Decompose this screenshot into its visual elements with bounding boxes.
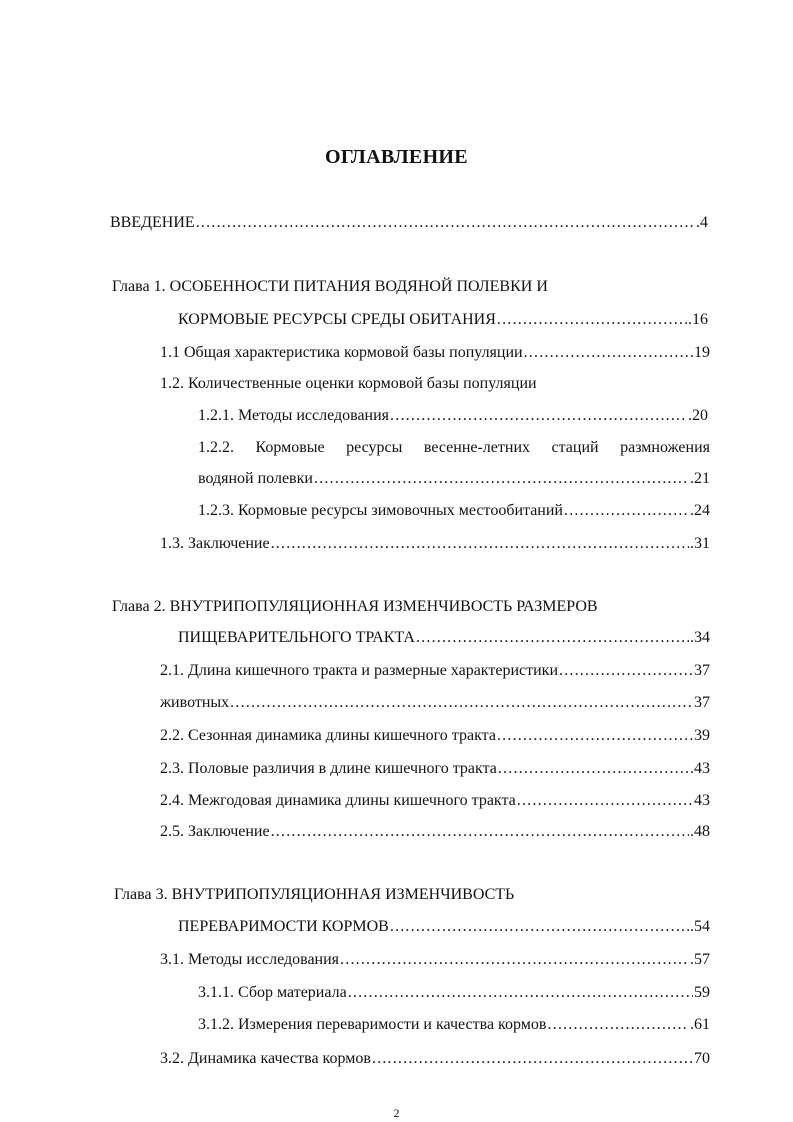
toc-entry-page: 37	[694, 694, 710, 711]
toc-entry-text: 3.2. Динамика качества кормов	[160, 1050, 371, 1067]
toc-entry-page: .16	[688, 311, 708, 328]
toc-section-1-2-2-cont[interactable]	[198, 469, 710, 489]
toc-entry-text: КОРМОВЫЕ РЕСУРСЫ СРЕДЫ ОБИТАНИЯ	[178, 311, 496, 328]
toc-entry-page: .21	[690, 470, 710, 487]
dot-leader	[564, 501, 689, 521]
dot-leader	[497, 726, 693, 746]
dot-leader	[271, 822, 689, 842]
toc-section-3-1[interactable]	[160, 950, 710, 970]
toc-section-2-5[interactable]	[160, 822, 710, 842]
toc-entry-introduction[interactable]	[110, 213, 708, 233]
toc-entry-page: 19	[694, 344, 710, 361]
toc-chapter-1-heading[interactable]: Глава 1. ОСОБЕННОСТИ ПИТАНИЯ ВОДЯНОЙ ПОЛЕВКИ И	[112, 278, 548, 295]
toc-entry-text: 2.4. Межгодовая динамика длины кишечного тракта	[160, 792, 516, 809]
toc-section-2-1-cont[interactable]	[160, 693, 710, 713]
toc-section-1-2-2[interactable]: 1.2.2. Кормовые ресурсы весенне-летних стаций размножения	[198, 439, 710, 456]
dot-leader	[271, 534, 689, 554]
toc-chapter-1-heading-cont[interactable]	[178, 310, 708, 330]
toc-entry-page: .4	[696, 214, 708, 231]
toc-section-3-1-2[interactable]	[198, 1015, 710, 1035]
dot-leader	[230, 693, 693, 713]
toc-entry-text: 1.2.3. Кормовые ресурсы зимовочных местообитаний	[198, 502, 563, 519]
dot-leader	[196, 213, 695, 233]
toc-entry-page: 70	[694, 1050, 710, 1067]
toc-entry-page: 43	[694, 792, 710, 809]
toc-section-3-2[interactable]	[160, 1049, 710, 1069]
toc-entry-page: .34	[690, 629, 710, 646]
toc-entry-page: .20	[688, 407, 708, 424]
toc-entry-page: .43	[690, 760, 710, 777]
toc-entry-text: 2.3. Половые различия в длине кишечного тракта	[160, 760, 497, 777]
dot-leader	[497, 310, 687, 330]
toc-entry-page: .31	[690, 535, 710, 552]
toc-section-1-3[interactable]	[160, 534, 710, 554]
toc-entry-page: .24	[690, 502, 710, 519]
toc-section-1-2-3[interactable]	[198, 501, 710, 521]
toc-entry-text: животных	[160, 694, 230, 711]
toc-entry-page: 37	[694, 662, 710, 679]
toc-section-1-2-1[interactable]	[198, 406, 708, 426]
toc-entry-text: 1.1 Общая характеристика кормовой базы популяции	[160, 344, 523, 361]
dot-leader	[498, 759, 689, 779]
toc-section-1-2[interactable]: 1.2. Количественные оценки кормовой базы популяции	[160, 375, 537, 392]
toc-entry-page: .61	[690, 1016, 710, 1033]
toc-chapter-3-heading[interactable]: Глава 3. ВНУТРИПОПУЛЯЦИОННАЯ ИЗМЕНЧИВОСТЬ	[114, 886, 515, 903]
dot-leader	[340, 950, 689, 970]
page-number: 2	[393, 1106, 400, 1120]
page-title: ОГЛАВЛЕНИЕ	[325, 146, 468, 168]
toc-entry-text: 3.1.2. Измерения переваримости и качества кормов	[198, 1016, 547, 1033]
toc-entry-page: 59	[694, 984, 710, 1001]
toc-entry-text: 2.1. Длина кишечного тракта и размерные характеристики	[160, 662, 558, 679]
dot-leader	[390, 406, 687, 426]
dot-leader	[547, 1015, 689, 1035]
toc-entry-text: 1.2.1. Методы исследования	[198, 407, 390, 424]
dot-leader	[524, 343, 693, 363]
toc-section-2-2[interactable]	[160, 726, 710, 746]
toc-entry-page: .57	[690, 951, 710, 968]
toc-section-3-1-1[interactable]	[198, 983, 710, 1003]
toc-entry-text: ВВЕДЕНИЕ	[110, 214, 195, 231]
toc-section-2-3[interactable]	[160, 759, 710, 779]
toc-entry-text: 1.3. Заключение	[160, 535, 270, 552]
dot-leader	[416, 628, 689, 648]
dot-leader	[390, 917, 689, 937]
toc-entry-text: 2.2. Сезонная динамика длины кишечного тракта	[160, 727, 496, 744]
toc-entry-text: 2.5. Заключение	[160, 823, 270, 840]
toc-chapter-2-heading-cont[interactable]	[178, 628, 710, 648]
dot-leader	[372, 1049, 693, 1069]
toc-entry-text: водяной полевки	[198, 470, 313, 487]
toc-entry-text: 3.1.1. Сбор материала	[198, 984, 347, 1001]
toc-section-2-1[interactable]	[160, 661, 710, 681]
toc-chapter-2-heading[interactable]: Глава 2. ВНУТРИПОПУЛЯЦИОННАЯ ИЗМЕНЧИВОСТЬ РАЗМЕРОВ	[112, 598, 598, 615]
toc-section-2-4[interactable]	[160, 791, 710, 811]
dot-leader	[314, 469, 689, 489]
toc-entry-page: .48	[690, 823, 710, 840]
dot-leader	[517, 791, 693, 811]
toc-entry-page: .54	[690, 918, 710, 935]
toc-chapter-3-heading-cont[interactable]	[178, 917, 710, 937]
toc-entry-page: 39	[694, 727, 710, 744]
dot-leader	[559, 661, 693, 681]
toc-entry-text: ПИЩЕВАРИТЕЛЬНОГО ТРАКТА	[178, 629, 415, 646]
toc-entry-text: ПЕРЕВАРИМОСТИ КОРМОВ	[178, 918, 389, 935]
dot-leader	[348, 983, 693, 1003]
toc-entry-text: 3.1. Методы исследования	[160, 951, 340, 968]
toc-section-1-1[interactable]	[160, 343, 710, 363]
